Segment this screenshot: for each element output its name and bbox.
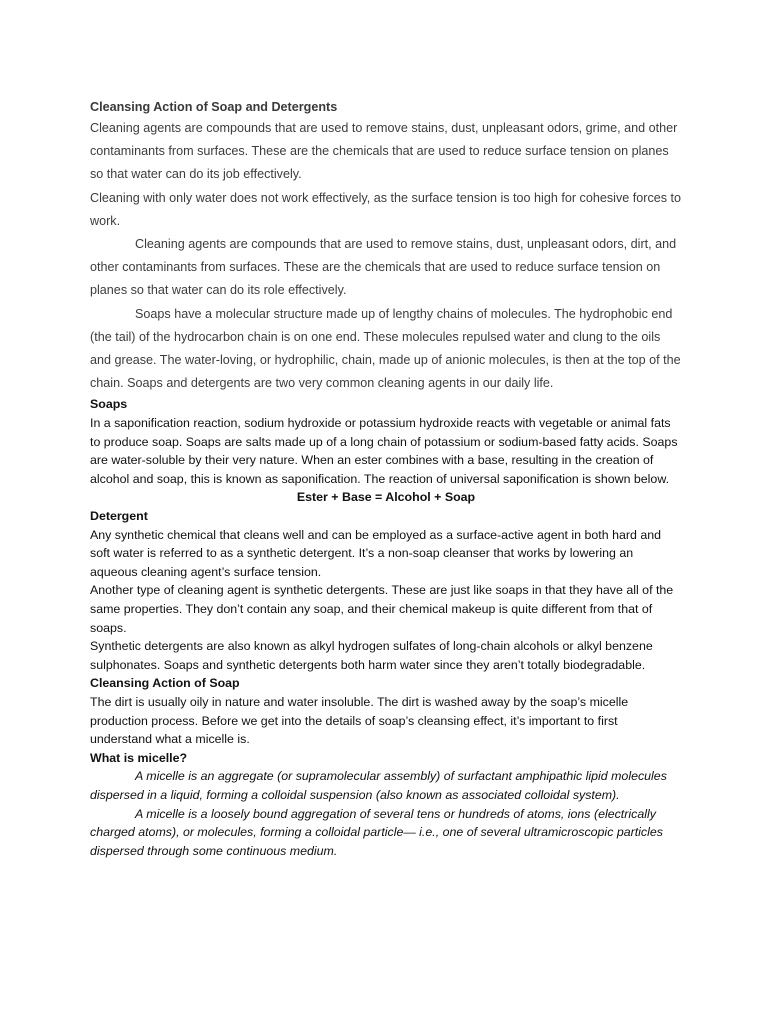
intro-paragraph-3: Cleaning agents are compounds that are used to remove stains, dust, unpleasant odors, dirt, and other contaminants from surfaces. These are the chemicals that are used to reduce surface tension on planes so that water can do its role effectively.	[90, 237, 677, 298]
soaps-paragraph: In a saponification reaction, sodium hydroxide or potassium hydroxide reacts with vegetable or animal fats to produce soap. Soaps are salts made up of a long chain of potassium or sodium-based fatty acids. Soaps are water-soluble by their very nature. When an ester combines with a base, resulting in the creation of alcohol and soap, this is known as saponification. The reaction of universal saponification is shown below.	[90, 416, 678, 486]
micelle-heading: What is micelle?	[90, 750, 188, 765]
body-section	[90, 395, 682, 860]
soaps-heading: Soaps	[90, 397, 128, 412]
document-page	[90, 97, 682, 860]
cleansing-paragraph: The dirt is usually oily in nature and water insoluble. The dirt is washed away by the soap’s micelle production process. Before we get into the details of soap’s cleansing effect, it’s important to first understand what a micelle is.	[90, 694, 629, 747]
document-title: Cleansing Action of Soap and Detergents	[90, 100, 338, 114]
detergent-paragraph-1: Any synthetic chemical that cleans well and can be employed as a surface-active agent in both hard and soft water is referred to as a synthetic detergent. It’s a non-soap cleanser that works by lowering an aqueous cleaning agent’s surface tension.	[90, 527, 661, 579]
detergent-heading: Detergent	[90, 509, 148, 523]
intro-paragraph-4: Soaps have a molecular structure made up of lengthy chains of molecules. The hydrophobic end (the tail) of the hydrocarbon chain is on one end. These molecules repulsed water and clung to the oils and grease. The water-loving, or hydrophilic, chain, made up of anionic molecules, is then at the top of the chain. Soaps and detergents are two very common cleaning agents in our daily life.	[90, 306, 681, 391]
micelle-paragraph-1: A micelle is an aggregate (or supramolecular assembly) of surfactant amphipathic lipid molecules dispersed in a liquid, forming a colloidal suspension (also known as associated colloidal system).	[90, 769, 667, 802]
intro-paragraph-2: Cleaning with only water does not work effectively, as the surface tension is too high for cohesive forces to work.	[90, 190, 682, 228]
cleansing-heading: Cleansing Action of Soap	[90, 676, 240, 691]
detergent-paragraph-2: Another type of cleaning agent is synthetic detergents. These are just like soaps in that they have all of the same properties. They don’t contain any soap, and their chemical makeup is quite different from that of soaps.	[90, 583, 674, 635]
intro-paragraph-1: Cleaning agents are compounds that are used to remove stains, dust, unpleasant odors, grime, and other contaminants from surfaces. These are the chemicals that are used to reduce surface tension on planes so that water can do its job effectively.	[90, 121, 678, 182]
micelle-paragraph-2: A micelle is a loosely bound aggregation of several tens or hundreds of atoms, ions (electrically charged atoms), or molecules, forming a colloidal particle— i.e., one of several ultramicroscopic particles dispersed through some continuous medium.	[90, 806, 663, 858]
detergent-paragraph-3: Synthetic detergents are also known as alkyl hydrogen sulfates of long-chain alcohols or alkyl benzene sulphonates. Soaps and synthetic detergents both harm water since they aren’t totally biodegradable.	[90, 639, 653, 672]
intro-section	[90, 97, 682, 395]
saponification-equation: Ester + Base = Alcohol + Soap	[296, 490, 476, 505]
